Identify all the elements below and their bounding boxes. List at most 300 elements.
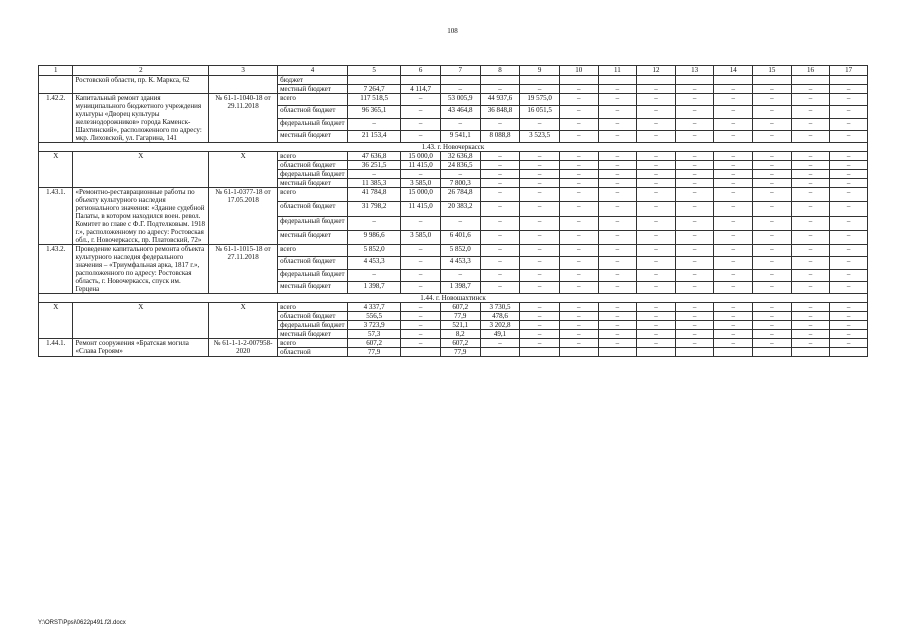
amount-cell: – [401, 94, 441, 106]
amount-cell: – [598, 118, 637, 130]
amount-cell: – [675, 161, 714, 170]
amount-cell: 7 800,3 [440, 179, 480, 188]
funding-source: областной бюджет [278, 161, 348, 170]
amount-cell: – [675, 130, 714, 142]
amount-cell: – [520, 281, 560, 293]
amount-cell [520, 76, 560, 85]
amount-cell: – [559, 85, 598, 94]
amount-cell: – [791, 188, 830, 202]
document-reference: № 61-1-0377-18 от 17.05.2018 [209, 188, 278, 245]
document-reference: № 61-1-1015-18 от 27.11.2018 [209, 245, 278, 294]
amount-cell: – [559, 321, 598, 330]
amount-cell: – [637, 321, 676, 330]
amount-cell: – [598, 303, 637, 312]
funding-source: федеральный бюджет [278, 118, 348, 130]
column-number-cell: 11 [598, 66, 637, 76]
amount-cell: 607,2 [440, 339, 480, 348]
object-name: Ростовской области, пр. К. Маркса, 62 [73, 76, 209, 94]
amount-cell: – [401, 106, 441, 118]
section-title: 1.43. г. Новочеркасск [39, 143, 868, 152]
amount-cell: – [401, 321, 441, 330]
amount-cell: – [401, 170, 441, 179]
amount-cell [598, 76, 637, 85]
table-row [39, 152, 868, 161]
amount-cell: – [830, 202, 868, 216]
amount-cell: – [791, 257, 830, 269]
amount-cell: – [480, 339, 520, 348]
amount-cell: – [714, 339, 753, 348]
table-row [39, 303, 868, 312]
amount-cell: – [830, 339, 868, 348]
column-number-cell: 5 [348, 66, 401, 76]
amount-cell: 32 636,8 [440, 152, 480, 161]
amount-cell: – [714, 94, 753, 106]
amount-cell: – [675, 245, 714, 257]
amount-cell: – [520, 118, 560, 130]
amount-cell: – [598, 161, 637, 170]
amount-cell: – [520, 257, 560, 269]
amount-cell: – [675, 179, 714, 188]
object-name: Капитальный ремонт здания муниципального бюджетного учреждения культуры «Дворец культуры железнодорожников» города Каменск-Шахтинский», расположенного по адресу: мкр. Лиховской, ул. Гагарина, 141 [73, 94, 209, 143]
amount-cell: – [675, 230, 714, 244]
amount-cell: 20 383,2 [440, 202, 480, 216]
amount-cell: 3 202,8 [480, 321, 520, 330]
amount-cell: – [598, 152, 637, 161]
amount-cell: – [714, 152, 753, 161]
amount-cell: – [675, 85, 714, 94]
amount-cell: – [598, 339, 637, 348]
amount-cell: – [753, 245, 792, 257]
amount-cell: – [401, 130, 441, 142]
funding-source: федеральный бюджет [278, 321, 348, 330]
amount-cell: – [440, 216, 480, 230]
amount-cell: – [830, 330, 868, 339]
amount-cell: – [559, 245, 598, 257]
amount-cell: – [753, 269, 792, 281]
amount-cell [830, 76, 868, 85]
amount-cell: – [675, 94, 714, 106]
amount-cell: – [559, 202, 598, 216]
amount-cell: – [598, 170, 637, 179]
document-reference [209, 76, 278, 94]
amount-cell: 4 453,3 [440, 257, 480, 269]
amount-cell: – [520, 269, 560, 281]
funding-source: всего [278, 94, 348, 106]
amount-cell: – [791, 130, 830, 142]
amount-cell: – [791, 94, 830, 106]
funding-source: местный бюджет [278, 230, 348, 244]
column-number-cell: 4 [278, 66, 348, 76]
amount-cell: – [753, 188, 792, 202]
amount-cell: – [753, 321, 792, 330]
amount-cell: 77,9 [348, 348, 401, 357]
amount-cell: – [637, 188, 676, 202]
amount-cell: – [598, 85, 637, 94]
amount-cell [714, 348, 753, 357]
document-reference: № 61-1-1040-18 от 29.11.2018 [209, 94, 278, 143]
amount-cell: 31 798,2 [348, 202, 401, 216]
amount-cell: 49,1 [480, 330, 520, 339]
amount-cell: – [598, 106, 637, 118]
amount-cell: – [714, 170, 753, 179]
amount-cell: – [830, 303, 868, 312]
amount-cell: – [753, 303, 792, 312]
funding-source: федеральный бюджет [278, 216, 348, 230]
amount-cell: – [714, 257, 753, 269]
amount-cell: – [791, 179, 830, 188]
amount-cell: – [791, 321, 830, 330]
object-name: Ремонт сооружения «Братская могила «Слава Героям» [73, 339, 209, 357]
amount-cell: – [675, 312, 714, 321]
amount-cell: – [830, 312, 868, 321]
amount-cell: 3 585,0 [401, 179, 441, 188]
amount-cell: 36 251,5 [348, 161, 401, 170]
document-reference: Х [209, 152, 278, 188]
amount-cell: 15 000,0 [401, 188, 441, 202]
amount-cell: – [598, 202, 637, 216]
amount-cell: – [637, 106, 676, 118]
amount-cell: – [791, 202, 830, 216]
amount-cell [401, 76, 441, 85]
amount-cell: – [559, 118, 598, 130]
amount-cell: – [675, 339, 714, 348]
amount-cell: – [480, 170, 520, 179]
amount-cell: – [559, 257, 598, 269]
amount-cell: – [714, 281, 753, 293]
funding-source: федеральный бюджет [278, 269, 348, 281]
amount-cell: 57,3 [348, 330, 401, 339]
amount-cell: – [520, 161, 560, 170]
amount-cell: – [520, 216, 560, 230]
item-number: Х [39, 152, 73, 188]
amount-cell: – [830, 188, 868, 202]
amount-cell: – [714, 161, 753, 170]
item-number [39, 76, 73, 94]
amount-cell: – [559, 281, 598, 293]
amount-cell: 11 415,0 [401, 202, 441, 216]
section-row [39, 294, 868, 303]
amount-cell: – [598, 330, 637, 339]
table-row [39, 245, 868, 257]
amount-cell [791, 348, 830, 357]
column-number-row [39, 66, 868, 76]
funding-source: местный бюджет [278, 130, 348, 142]
funding-source: федеральный бюджет [278, 170, 348, 179]
amount-cell: 1 398,7 [440, 281, 480, 293]
amount-cell: – [348, 170, 401, 179]
amount-cell: – [480, 257, 520, 269]
funding-source: всего [278, 245, 348, 257]
amount-cell: – [559, 230, 598, 244]
amount-cell: – [675, 303, 714, 312]
amount-cell: – [675, 216, 714, 230]
amount-cell: – [753, 179, 792, 188]
amount-cell: – [675, 202, 714, 216]
funding-source: всего [278, 303, 348, 312]
amount-cell: – [598, 312, 637, 321]
amount-cell: 9 541,1 [440, 130, 480, 142]
amount-cell: – [440, 85, 480, 94]
amount-cell [675, 348, 714, 357]
amount-cell: – [753, 94, 792, 106]
amount-cell: – [830, 269, 868, 281]
amount-cell: 5 852,0 [440, 245, 480, 257]
amount-cell: – [637, 179, 676, 188]
amount-cell: – [830, 85, 868, 94]
item-number: Х [39, 303, 73, 339]
item-number: 1.43.2. [39, 245, 73, 294]
funding-source: областной бюджет [278, 202, 348, 216]
page-number: 108 [447, 27, 458, 35]
amount-cell: – [637, 303, 676, 312]
amount-cell: 478,6 [480, 312, 520, 321]
amount-cell: 43 464,8 [440, 106, 480, 118]
amount-cell: – [637, 202, 676, 216]
amount-cell: – [637, 245, 676, 257]
amount-cell: – [753, 312, 792, 321]
amount-cell: 24 836,5 [440, 161, 480, 170]
amount-cell [753, 76, 792, 85]
funding-source: всего [278, 188, 348, 202]
amount-cell: – [791, 85, 830, 94]
amount-cell: – [480, 281, 520, 293]
amount-cell [637, 348, 676, 357]
amount-cell: 556,5 [348, 312, 401, 321]
amount-cell: – [348, 216, 401, 230]
amount-cell: – [348, 269, 401, 281]
amount-cell: – [753, 161, 792, 170]
column-number-cell: 10 [559, 66, 598, 76]
amount-cell: – [520, 312, 560, 321]
amount-cell: – [791, 281, 830, 293]
column-number-cell: 6 [401, 66, 441, 76]
amount-cell: – [714, 312, 753, 321]
amount-cell: – [520, 85, 560, 94]
amount-cell: – [559, 216, 598, 230]
amount-cell: – [753, 202, 792, 216]
amount-cell: – [637, 94, 676, 106]
column-number-cell: 3 [209, 66, 278, 76]
amount-cell: 4 114,7 [401, 85, 441, 94]
amount-cell: – [559, 312, 598, 321]
amount-cell: – [520, 321, 560, 330]
amount-cell: – [598, 281, 637, 293]
column-number-cell: 1 [39, 66, 73, 76]
amount-cell: – [675, 170, 714, 179]
amount-cell: – [830, 170, 868, 179]
amount-cell: – [791, 330, 830, 339]
amount-cell [791, 76, 830, 85]
amount-cell: 11 385,3 [348, 179, 401, 188]
amount-cell: – [480, 118, 520, 130]
amount-cell: – [637, 339, 676, 348]
file-path-footer: Y:\ORST\Ppsi\0622p491.f2l.docx [38, 620, 126, 626]
amount-cell: – [830, 321, 868, 330]
amount-cell: – [559, 161, 598, 170]
amount-cell: 3 723,9 [348, 321, 401, 330]
amount-cell: – [791, 269, 830, 281]
amount-cell: – [714, 230, 753, 244]
amount-cell: – [637, 85, 676, 94]
amount-cell: – [830, 152, 868, 161]
funding-source: всего [278, 339, 348, 348]
amount-cell: – [753, 281, 792, 293]
column-number-cell: 9 [520, 66, 560, 76]
amount-cell: – [791, 230, 830, 244]
amount-cell: 1 398,7 [348, 281, 401, 293]
amount-cell: 607,2 [348, 339, 401, 348]
amount-cell: 41 784,8 [348, 188, 401, 202]
item-number: 1.43.1. [39, 188, 73, 245]
amount-cell [598, 348, 637, 357]
amount-cell: – [791, 152, 830, 161]
funding-source: областной бюджет [278, 312, 348, 321]
amount-cell: – [637, 281, 676, 293]
amount-cell: 4 337,7 [348, 303, 401, 312]
amount-cell: – [791, 312, 830, 321]
amount-cell: – [791, 216, 830, 230]
amount-cell: – [675, 257, 714, 269]
amount-cell: – [598, 269, 637, 281]
amount-cell: 521,1 [440, 321, 480, 330]
amount-cell: – [480, 161, 520, 170]
amount-cell: 19 575,0 [520, 94, 560, 106]
amount-cell: – [348, 118, 401, 130]
amount-cell: – [480, 216, 520, 230]
amount-cell: – [559, 330, 598, 339]
amount-cell: – [401, 118, 441, 130]
amount-cell: – [830, 281, 868, 293]
amount-cell: – [791, 161, 830, 170]
amount-cell: – [520, 245, 560, 257]
amount-cell: – [401, 281, 441, 293]
amount-cell: – [401, 312, 441, 321]
amount-cell [559, 348, 598, 357]
amount-cell: – [753, 130, 792, 142]
amount-cell: – [830, 94, 868, 106]
amount-cell: – [520, 152, 560, 161]
amount-cell: – [675, 106, 714, 118]
amount-cell: – [401, 339, 441, 348]
amount-cell: – [830, 230, 868, 244]
amount-cell: – [598, 188, 637, 202]
amount-cell: – [714, 179, 753, 188]
amount-cell: – [520, 170, 560, 179]
funding-source: местный бюджет [278, 330, 348, 339]
amount-cell: – [675, 281, 714, 293]
amount-cell: – [791, 339, 830, 348]
amount-cell [830, 348, 868, 357]
amount-cell: 47 636,8 [348, 152, 401, 161]
amount-cell: – [791, 118, 830, 130]
amount-cell: – [714, 269, 753, 281]
funding-source: областной бюджет [278, 106, 348, 118]
financing-table [38, 65, 868, 357]
amount-cell [348, 76, 401, 85]
amount-cell: – [440, 118, 480, 130]
amount-cell: 8 088,8 [480, 130, 520, 142]
amount-cell: – [440, 170, 480, 179]
amount-cell: 77,9 [440, 312, 480, 321]
object-name: Х [73, 303, 209, 339]
amount-cell: – [830, 179, 868, 188]
amount-cell: 15 000,0 [401, 152, 441, 161]
amount-cell: 44 937,6 [480, 94, 520, 106]
funding-source: всего [278, 152, 348, 161]
funding-source: местный бюджет [278, 85, 348, 94]
amount-cell: – [480, 269, 520, 281]
amount-cell: 5 852,0 [348, 245, 401, 257]
amount-cell: – [637, 161, 676, 170]
column-number-cell: 2 [73, 66, 209, 76]
amount-cell: – [675, 321, 714, 330]
amount-cell [480, 76, 520, 85]
amount-cell: 96 365,1 [348, 106, 401, 118]
amount-cell: – [714, 188, 753, 202]
amount-cell: – [714, 106, 753, 118]
amount-cell: – [520, 330, 560, 339]
amount-cell: – [401, 303, 441, 312]
amount-cell: – [559, 94, 598, 106]
amount-cell: – [401, 216, 441, 230]
amount-cell: – [830, 130, 868, 142]
column-number-cell: 16 [791, 66, 830, 76]
amount-cell: – [637, 330, 676, 339]
amount-cell: – [714, 118, 753, 130]
amount-cell: – [753, 257, 792, 269]
amount-cell: – [401, 330, 441, 339]
amount-cell [675, 76, 714, 85]
item-number: 1.44.1. [39, 339, 73, 357]
amount-cell: – [637, 216, 676, 230]
amount-cell: – [401, 245, 441, 257]
amount-cell: 8,2 [440, 330, 480, 339]
funding-source: областной бюджет [278, 257, 348, 269]
amount-cell: 7 264,7 [348, 85, 401, 94]
amount-cell: – [791, 303, 830, 312]
amount-cell [753, 348, 792, 357]
amount-cell: – [559, 152, 598, 161]
amount-cell: – [830, 245, 868, 257]
amount-cell: – [753, 230, 792, 244]
amount-cell [440, 76, 480, 85]
amount-cell: – [830, 161, 868, 170]
amount-cell: – [520, 230, 560, 244]
amount-cell: – [559, 269, 598, 281]
item-number: 1.42.2. [39, 94, 73, 143]
amount-cell [480, 348, 520, 357]
amount-cell: – [714, 330, 753, 339]
amount-cell: 9 986,6 [348, 230, 401, 244]
document-reference: Х [209, 303, 278, 339]
amount-cell: 607,2 [440, 303, 480, 312]
amount-cell: 11 415,0 [401, 161, 441, 170]
amount-cell: 3 523,5 [520, 130, 560, 142]
amount-cell [559, 76, 598, 85]
column-number-cell: 15 [753, 66, 792, 76]
amount-cell: – [637, 130, 676, 142]
amount-cell: – [480, 152, 520, 161]
amount-cell: 3 585,0 [401, 230, 441, 244]
object-name: «Ремонтно-реставрационные работы по объекту культурного наследия регионального значения: «Здание судебной Палаты, в котором находился воен. револ. Комитет во главе с Ф.Г. Подтелковым. 1918 г.», расположенному по адресу: Ростовская обл., г. Новочеркасск, пр. Платовский, 72» [73, 188, 209, 245]
amount-cell: – [598, 216, 637, 230]
amount-cell: – [830, 118, 868, 130]
amount-cell: – [401, 269, 441, 281]
amount-cell: – [753, 106, 792, 118]
amount-cell: – [714, 321, 753, 330]
amount-cell [714, 76, 753, 85]
amount-cell: – [714, 245, 753, 257]
